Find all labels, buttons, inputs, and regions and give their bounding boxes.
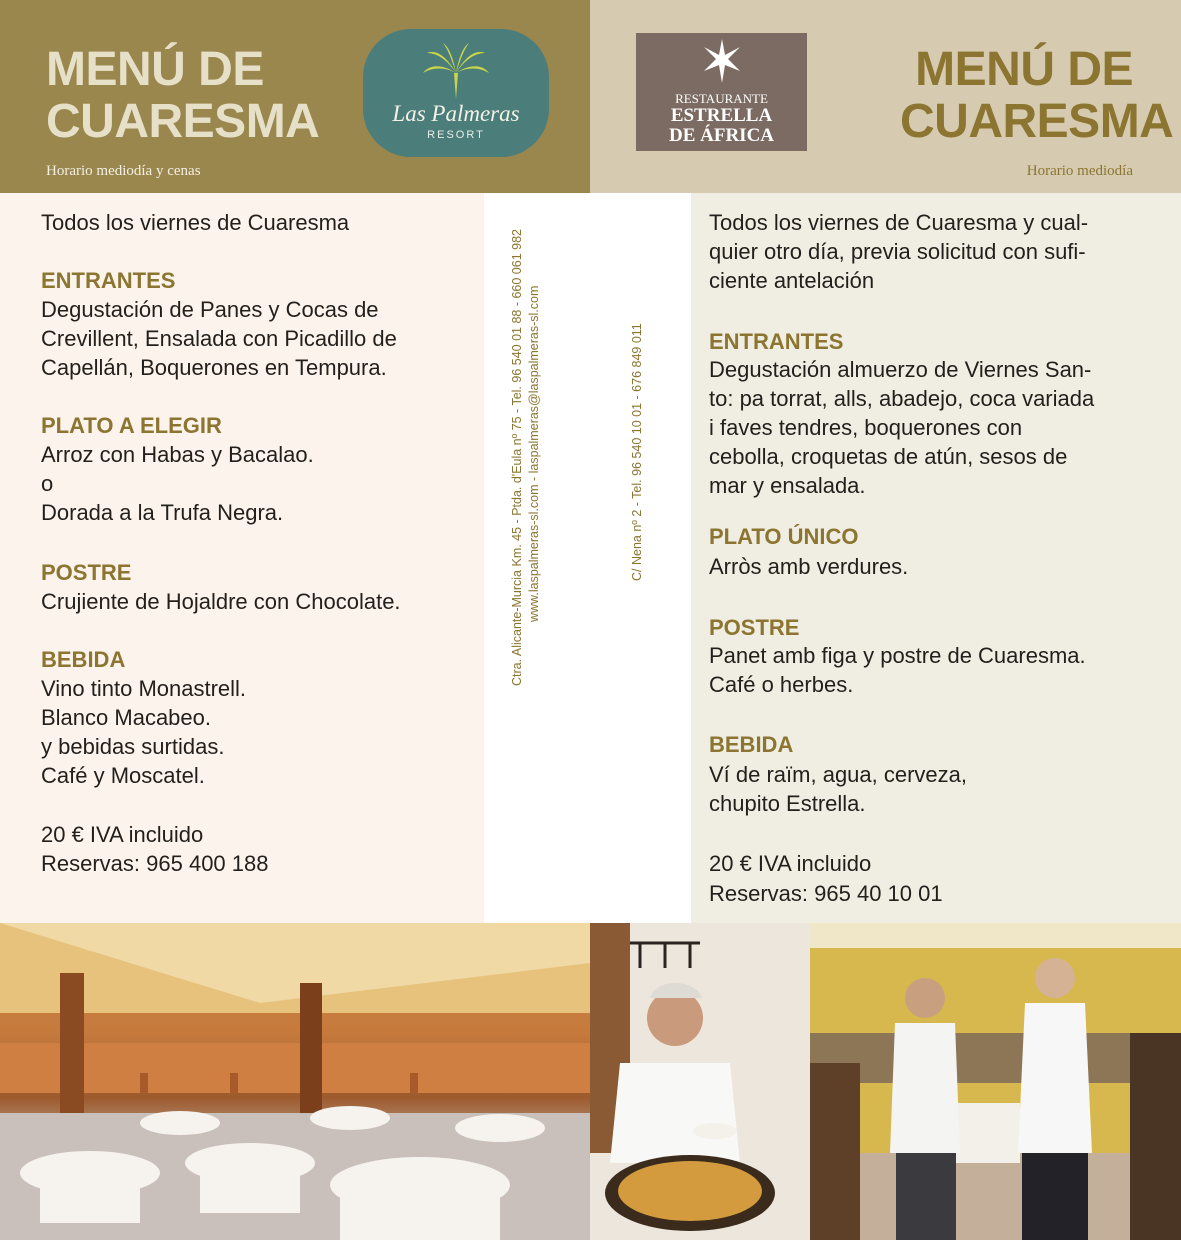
menu-line: i faves tendres, boquerones con bbox=[709, 415, 1023, 440]
right-entrantes-list bbox=[709, 355, 1094, 500]
palm-tree-icon bbox=[421, 43, 491, 101]
right-title-line2: CUARESMA bbox=[900, 95, 1174, 148]
chef-paella-photo bbox=[590, 923, 810, 1240]
right-reservas: Reservas: 965 40 10 01 bbox=[709, 881, 943, 906]
dining-room-illustration bbox=[0, 923, 590, 1240]
menu-line: Vino tinto Monastrell. bbox=[41, 676, 247, 701]
las-palmeras-logo-sub: RESORT bbox=[427, 129, 485, 141]
menu-line: Dorada a la Trufa Negra. bbox=[41, 500, 284, 525]
left-bebida-list bbox=[41, 674, 246, 790]
palmeras-address-line2: www.laspalmeras-sl.com - laspalmeras@laspalmeras-sl.com bbox=[527, 285, 541, 622]
right-postre-heading: POSTRE bbox=[709, 615, 800, 640]
left-menu-title bbox=[46, 44, 319, 148]
left-price: 20 € IVA incluido bbox=[41, 822, 204, 847]
menu-line: mar y ensalada. bbox=[709, 473, 866, 498]
intro-line: Todos los viernes de Cuaresma y cual- bbox=[709, 210, 1089, 235]
palmeras-address-line1: Ctra. Alicante-Murcia Km. 45 - Ptda. d'Eula nº 75 - Tel. 96 540 01 88 - 660 061 982 bbox=[510, 229, 524, 686]
left-reservas: Reservas: 965 400 188 bbox=[41, 851, 269, 876]
right-price: 20 € IVA incluido bbox=[709, 851, 872, 876]
right-plato-heading: PLATO ÚNICO bbox=[709, 524, 859, 549]
right-intro bbox=[709, 208, 1088, 295]
right-menu-title bbox=[900, 43, 1174, 148]
left-title-line2: CUARESMA bbox=[46, 95, 320, 148]
intro-line: quier otro día, previa solicitud con sufi- bbox=[709, 239, 1086, 264]
menu-line: y bebidas surtidas. bbox=[41, 734, 225, 759]
menu-line: o bbox=[41, 471, 54, 496]
right-postre-list bbox=[709, 641, 1086, 699]
las-palmeras-logo-name: Las Palmeras bbox=[392, 101, 520, 126]
left-postre-list bbox=[41, 587, 401, 616]
estrella-address: C/ Nena nº 2 - Tel. 96 540 10 01 - 676 849 011 bbox=[630, 323, 644, 581]
right-bebida-heading: BEBIDA bbox=[709, 732, 794, 757]
left-title-line1: MENÚ DE bbox=[46, 43, 264, 96]
right-schedule: Horario mediodía bbox=[1026, 163, 1133, 179]
staff-illustration bbox=[810, 923, 1181, 1240]
estrella-logo-line2: ESTRELLA bbox=[670, 105, 773, 126]
menu-line: cebolla, croquetas de atún, sesos de bbox=[709, 444, 1068, 469]
menu-line: Degustación de Panes y Cocas de bbox=[41, 297, 379, 322]
menu-line: Panet amb figa y postre de Cuaresma. bbox=[709, 643, 1086, 668]
left-entrantes-list bbox=[41, 295, 397, 382]
estrella-logo-name bbox=[636, 106, 807, 146]
right-plato-list bbox=[709, 552, 908, 581]
estrella-logo-line3: DE ÁFRICA bbox=[668, 125, 775, 146]
chef-illustration bbox=[590, 923, 810, 1240]
left-plato-list bbox=[41, 440, 314, 527]
intro-line: ciente antelación bbox=[709, 268, 875, 293]
menu-line: Capellán, Boquerones en Tempura. bbox=[41, 355, 387, 380]
menu-line: Blanco Macabeo. bbox=[41, 705, 211, 730]
menu-line: Degustación almuerzo de Viernes San- bbox=[709, 357, 1092, 382]
left-schedule: Horario mediodía y cenas bbox=[46, 163, 201, 179]
left-intro: Todos los viernes de Cuaresma bbox=[41, 210, 350, 235]
menu-line: Arròs amb verdures. bbox=[709, 554, 909, 579]
left-plato-heading: PLATO A ELEGIR bbox=[41, 413, 222, 438]
right-entrantes-heading: ENTRANTES bbox=[709, 329, 844, 354]
menu-line: chupito Estrella. bbox=[709, 791, 866, 816]
dining-room-photo bbox=[0, 923, 590, 1240]
menu-line: Café o herbes. bbox=[709, 672, 854, 697]
left-postre-heading: POSTRE bbox=[41, 560, 132, 585]
menu-line: Café y Moscatel. bbox=[41, 763, 205, 788]
estrella-logo-line1: RESTAURANTE bbox=[675, 91, 768, 106]
menu-line: Crevillent, Ensalada con Picadillo de bbox=[41, 326, 397, 351]
menu-line: Crujiente de Hojaldre con Chocolate. bbox=[41, 589, 401, 614]
right-title-line1: MENÚ DE bbox=[915, 43, 1133, 96]
menu-line: Ví de raïm, agua, cerveza, bbox=[709, 762, 968, 787]
staff-photo bbox=[810, 923, 1181, 1240]
estrella-de-africa-logo bbox=[636, 33, 807, 151]
menu-line: Arroz con Habas y Bacalao. bbox=[41, 442, 314, 467]
las-palmeras-logo bbox=[363, 29, 549, 157]
menu-line: to: pa torrat, alls, abadejo, coca variada bbox=[709, 386, 1095, 411]
left-bebida-heading: BEBIDA bbox=[41, 647, 126, 672]
star-icon bbox=[702, 39, 742, 83]
right-bebida-list bbox=[709, 760, 967, 818]
left-entrantes-heading: ENTRANTES bbox=[41, 268, 176, 293]
